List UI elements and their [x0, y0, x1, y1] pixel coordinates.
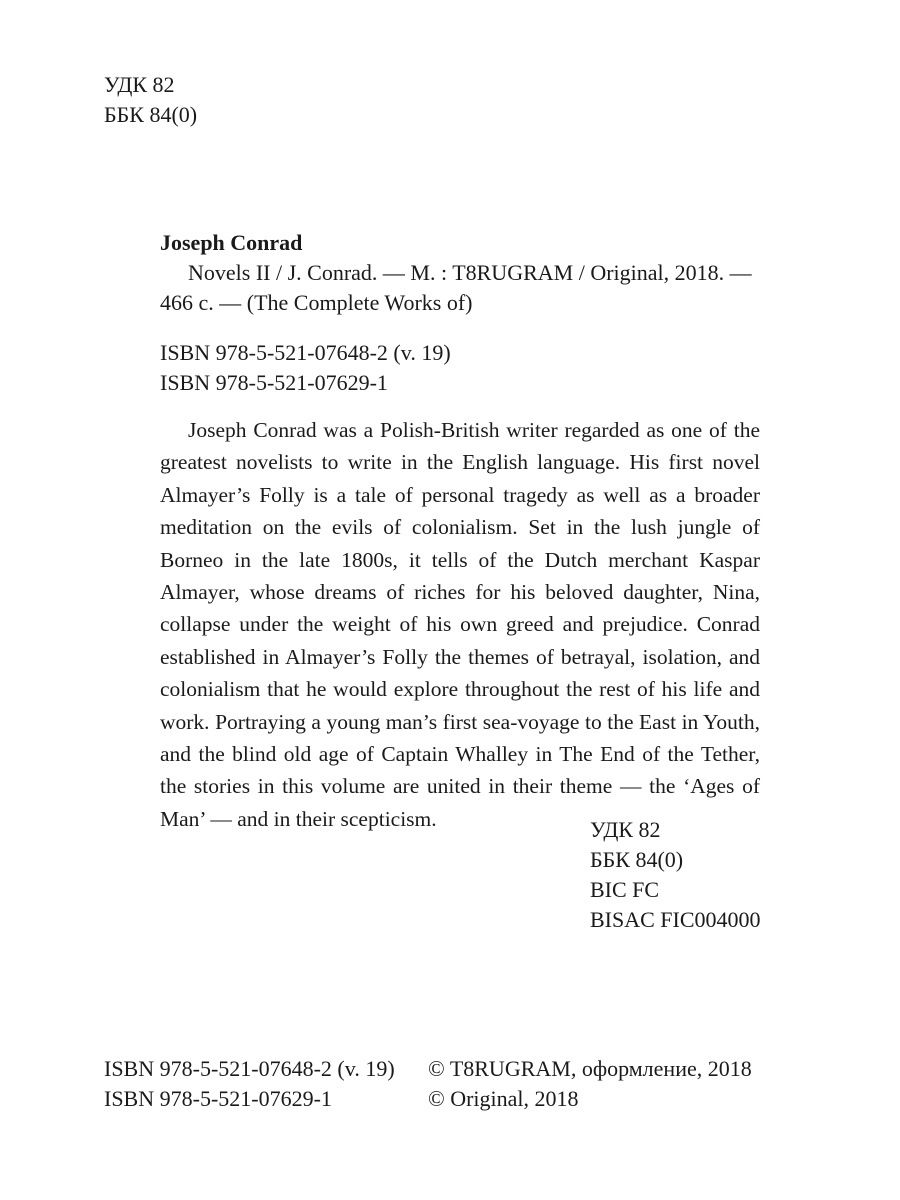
bisac-code: BISAC FIC004000 [590, 907, 761, 932]
book-description [160, 414, 760, 835]
isbn-set: ISBN 978-5-521-07629-1 [160, 370, 388, 395]
bibliographic-line-1: Novels II / J. Conrad. — M. : T8RUGRAM / Original, 2018. — [188, 260, 752, 285]
description-paragraph: Joseph Conrad was a Polish-British writer regarded as one of the greatest novelists to write in the English language. His first novel Almayer’s Folly is a tale of personal tragedy as well as a broader meditation on the evils of colonialism. Set in the lush jungle of Borneo in the late 1800s, it tells of the Dutch merchant Kaspar Almayer, whose dreams of riches for his beloved daughter, Nina, collapse under the weight of his own greed and prejudice. Conrad established in Almayer’s Folly the themes of betrayal, isolation, and colonialism that he would explore throughout the rest of his life and work. Portraying a young man’s first sea-voyage to the East in Youth, and the blind old age of Captain Whalley in The End of the Tether, the stories in this volume are united in their theme — the ‘Ages of Man’ — and in their scepticism. [160, 418, 760, 831]
bbk-code: ББК 84(0) [104, 102, 198, 127]
bic-code: BIC FC [590, 877, 660, 902]
copyright-publisher: © T8RUGRAM, оформление, 2018 [428, 1056, 752, 1081]
copyright-original: © Original, 2018 [428, 1086, 579, 1111]
classification-codes [590, 815, 761, 935]
udk-code-secondary: УДК 82 [590, 817, 661, 842]
isbn-block [160, 338, 451, 398]
footer-isbn [104, 1054, 395, 1114]
bibliographic-line-2: 466 с. — (The Complete Works of) [160, 290, 473, 315]
bibliographic-record [160, 228, 760, 318]
isbn-volume: ISBN 978-5-521-07648-2 (v. 19) [160, 340, 451, 365]
top-classification [104, 70, 197, 130]
author-name: Joseph Conrad [160, 230, 303, 255]
udk-code: УДК 82 [104, 72, 175, 97]
footer-copyright [428, 1054, 752, 1114]
footer-isbn-volume: ISBN 978-5-521-07648-2 (v. 19) [104, 1056, 395, 1081]
footer-isbn-set: ISBN 978-5-521-07629-1 [104, 1086, 332, 1111]
bbk-code-secondary: ББК 84(0) [590, 847, 684, 872]
